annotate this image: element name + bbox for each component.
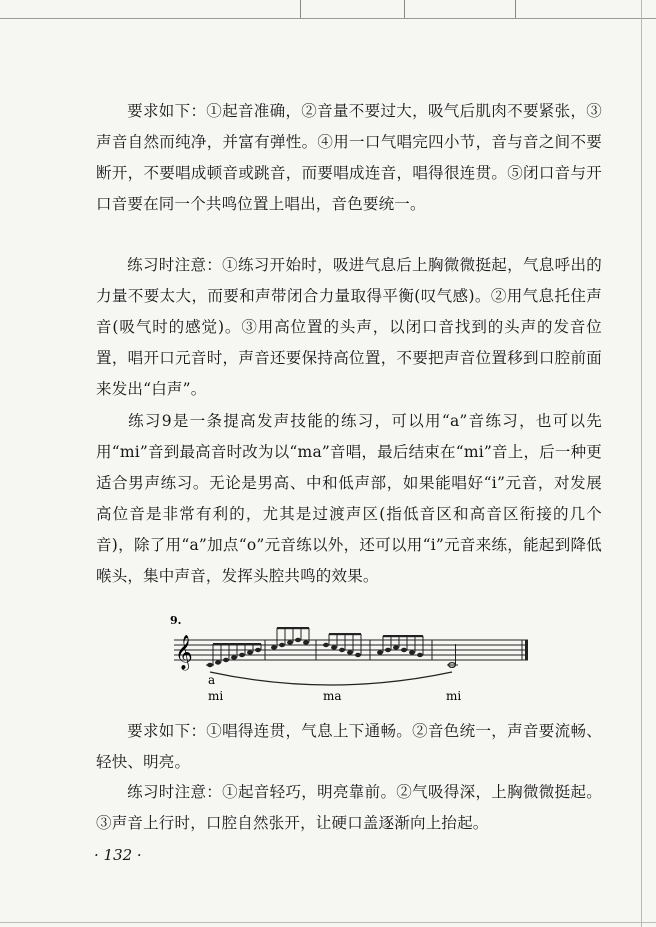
beam-bar-1 [213, 643, 261, 645]
page-top-border [0, 0, 656, 19]
lyric-mi-start: mi [208, 689, 224, 703]
page-bottom-border [0, 922, 656, 927]
legato-slur [210, 672, 452, 685]
music-score-exercise-9 [170, 608, 560, 708]
paragraph-requirements-2: 要求如下：①唱得连贯，气息上下通畅。②音色统一，声音要流畅、轻快、明亮。 [96, 722, 602, 771]
border-tick [515, 0, 516, 18]
beam-bar-4 [383, 635, 423, 637]
lyric-ma: ma [323, 689, 342, 703]
border-tick [300, 0, 301, 18]
paragraph-practice-notes-2: 练习时注意：①起音轻巧，明亮靠前。②气吸得深，上胸微微挺起。③声音上行时，口腔自然张开，让硬口盖逐渐向上抬起。 [96, 783, 602, 832]
paragraph-practice-notes-1: 练习时注意：①练习开始时，吸进气息后上胸微微挺起，气息呼出的力量不要太大，而要和声带闭合力量取得平衡(叹气感)。②用气息托住声音(吸气时的感觉)。③用高位置的头声，以闭口音找到的头声的发音位置，唱开口元音时，声音还要保持高位置，不要把声音位置移到口腔前面来发出“白声”。 [96, 256, 602, 398]
beam-bar-2 [277, 627, 309, 629]
exercise-number: 9. [170, 614, 182, 627]
paragraph-requirements-1: 要求如下：①起音准确，②音量不要过大，吸气后肌肉不要紧张，③声音自然而纯净，并富有弹性。④用一口气唱完四小节，音与音之间不要断开，不要唱成顿音或跳音，而要唱成连音，唱得很连贯。⑤闭口音与开口音要在同一个共鸣位置上唱出，音色要统一。 [96, 102, 602, 213]
stems-bar-3 [329, 634, 361, 655]
border-tick [404, 0, 405, 18]
paragraph-exercise-9-description: 练习9是一条提高发声技能的练习，可以用“a”音练习，也可以先用“mi”音到最高音时改为以“ma”音唱，最后结束在“mi”音上，后一种更适合男声练习。无论是男高、中和低声部，如果能唱好“i”元音，对发展高位音是非常有利的，尤其是过渡声区(指低音区和高音区衔接的几个音)，除了用“a”加点“o”元音练以外，还可以用“i”元音来练，能起到降低喉头，集中声音，发挥头腔共鸣的效果。 [96, 412, 602, 585]
treble-clef-icon: 𝄞 [175, 635, 193, 670]
stems-bar-4 [383, 636, 423, 655]
page-right-edge [641, 0, 642, 927]
lyric-mi-end: mi [446, 689, 462, 703]
beam-bar-3 [329, 633, 361, 635]
final-barline [525, 640, 528, 660]
page-number: · 132 · [94, 846, 142, 864]
vowel-label-a: a [208, 673, 216, 687]
